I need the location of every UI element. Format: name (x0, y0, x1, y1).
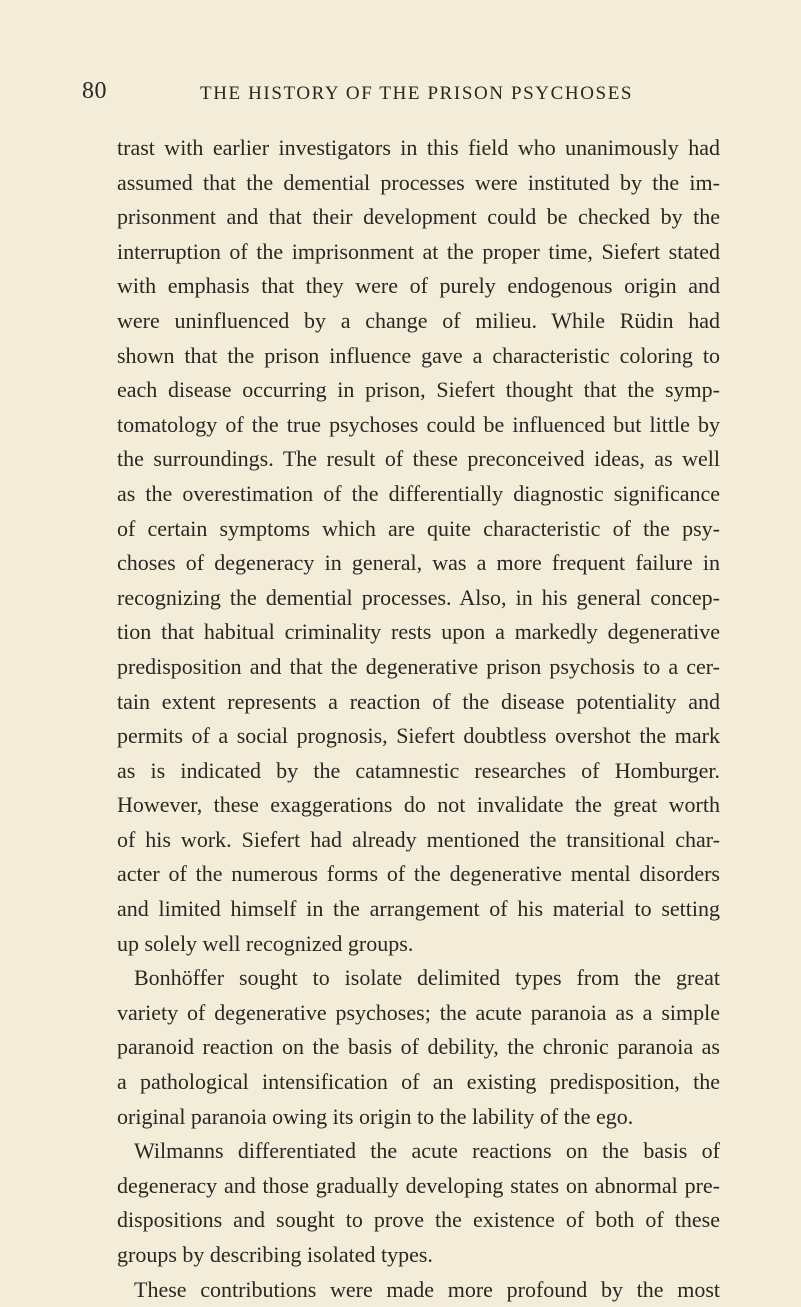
text-line: of certain symptoms which are quite characteristic of the psy- (117, 515, 720, 541)
text-line: the surroundings. The result of these preconceived ideas, as well (117, 446, 720, 472)
text-line: of his work. Siefert had already mentioned the transitional char- (117, 826, 720, 852)
text-line: were uninfluenced by a change of milieu. While Rüdin had (117, 307, 720, 333)
text-line: prisonment and that their development could be checked by the (117, 204, 720, 230)
text-line: as is indicated by the catamnestic researches of Homburger. (117, 757, 720, 783)
page-number: 80 (82, 78, 107, 104)
text-line: tion that habitual criminality rests upon a markedly degenerative (117, 619, 720, 645)
page-header (0, 78, 801, 112)
text-line: variety of degenerative psychoses; the acute paranoia as a simple (117, 999, 720, 1025)
text-line: each disease occurring in prison, Siefert thought that the symp- (117, 377, 720, 403)
text-line: Wilmanns differentiated the acute reactions on the basis of (134, 1138, 720, 1164)
text-line: with emphasis that they were of purely endogenous origin and (117, 273, 720, 299)
text-line: and limited himself in the arrangement of his material to setting (117, 896, 720, 922)
text-line: trast with earlier investigators in this field who unanimously had (117, 135, 720, 160)
text-line: interruption of the imprisonment at the proper time, Siefert stated (117, 238, 720, 264)
text-line: shown that the prison influence gave a characteristic coloring to (117, 342, 720, 368)
text-line: dispositions and sought to prove the existence of both of these (117, 1207, 720, 1233)
text-line: Bonhöffer sought to isolate delimited types from the great (134, 965, 720, 991)
text-line: a pathological intensification of an existing predisposition, the (117, 1069, 720, 1095)
running-head: THE HISTORY OF THE PRISON PSYCHOSES (200, 83, 634, 104)
body-text (117, 131, 720, 1307)
text-line: These contributions were made more profound by the most (134, 1276, 720, 1302)
text-line: permits of a social prognosis, Siefert doubtless overshot the mark (117, 723, 720, 749)
text-line: up solely well recognized groups. (117, 930, 414, 956)
text-line: acter of the numerous forms of the degenerative mental disorders (117, 861, 720, 887)
text-line: degeneracy and those gradually developing states on abnormal pre- (117, 1172, 720, 1198)
text-line: predisposition and that the degenerative prison psychosis to a cer- (117, 653, 720, 679)
text-line: assumed that the demential processes were instituted by the im- (117, 169, 720, 195)
text-line: tomatology of the true psychoses could be influenced but little by (117, 411, 720, 437)
text-line: recognizing the demential processes. Also, in his general concep- (117, 584, 720, 610)
text-line: paranoid reaction on the basis of debility, the chronic paranoia as (117, 1034, 720, 1060)
text-line: tain extent represents a reaction of the disease potentiality and (117, 688, 720, 714)
text-line: original paranoia owing its origin to the lability of the ego. (117, 1103, 634, 1129)
text-line: groups by describing isolated types. (117, 1242, 433, 1267)
text-line: However, these exaggerations do not invalidate the great worth (117, 792, 720, 818)
text-line: choses of degeneracy in general, was a more frequent failure in (117, 550, 720, 576)
text-line: as the overestimation of the differentially diagnostic significance (117, 480, 720, 506)
